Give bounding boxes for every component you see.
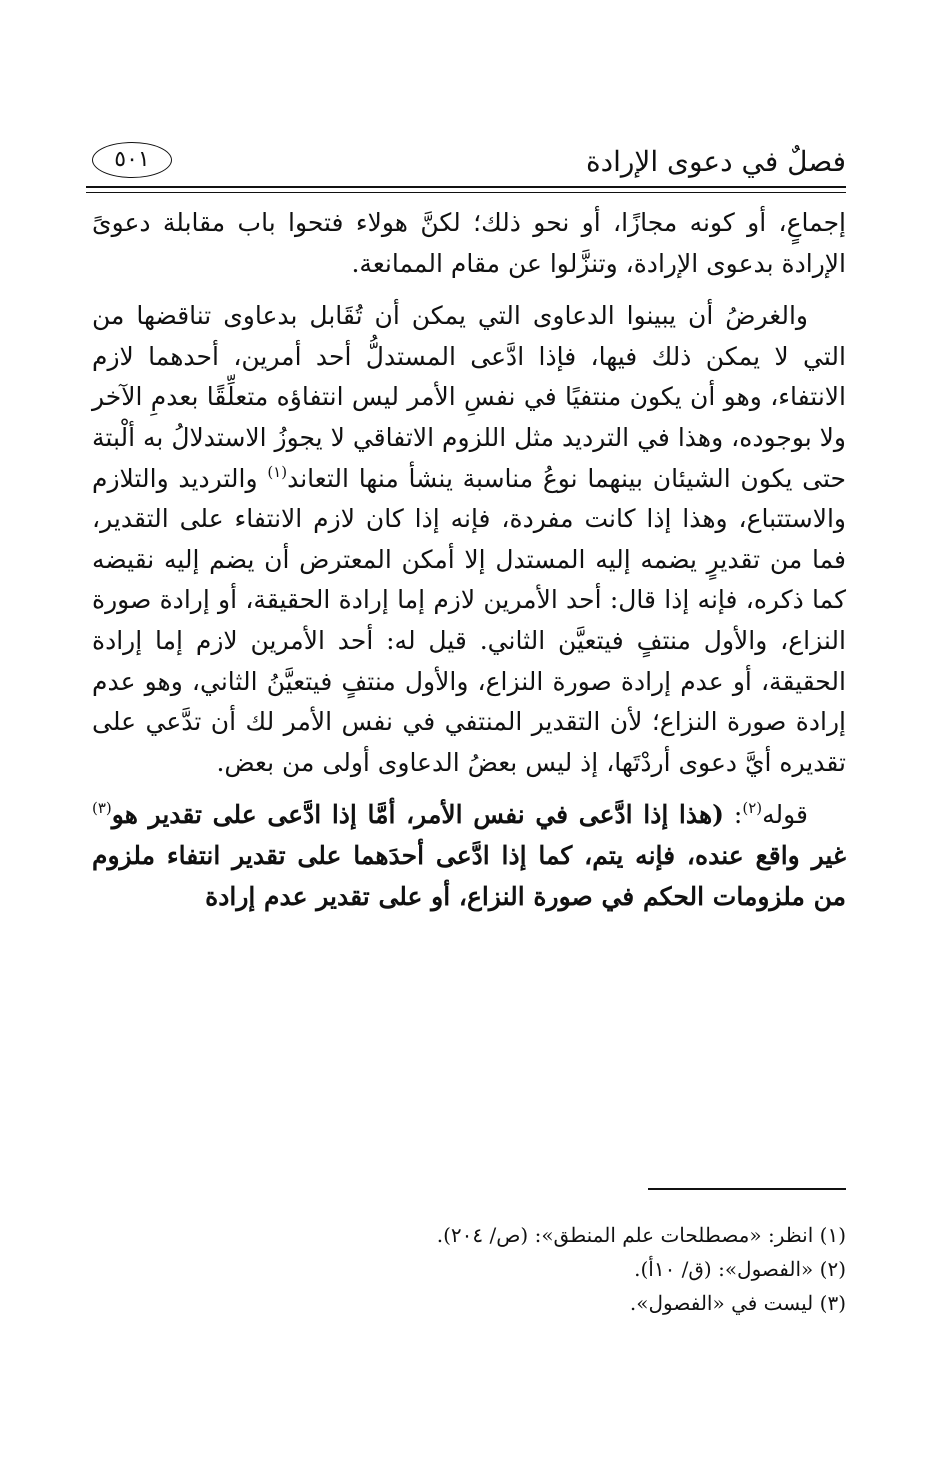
paragraph-3-colon: : xyxy=(724,800,743,830)
quoted-text-1: (هذا إذا ادَّعى في نفس الأمر، أمَّا إذا ادَّعى على تقدير هو xyxy=(111,800,724,830)
header-rule-thin xyxy=(86,192,846,193)
header-rule-thick xyxy=(86,186,846,188)
footnote-ref-2[interactable]: (٢) xyxy=(742,799,763,818)
paragraph-3-lead: قوله xyxy=(762,800,808,830)
paragraph-2-part-a: والغرضُ أن يبينوا الدعاوى التي يمكن أن تُقَابل بدعاوى تناقضها من التي لا يمكن ذلك فيها، فإذا ادَّعى المستدلُّ أحد أمرين، أحدهما لازم الانتفاء، وهو أن يكون منتفيًا في نفسِ الأمر ليس انتفاؤه متعلِّقًا بعدمِ الآخر ولا بوجوده، وهذا في الترديد مثل اللزوم الاتفاقي لا يجوزُ الاستدلالُ به ألْبتة حتى يكون الشيئان بينهما نوعُ مناسبة ينشأ منها التعاند xyxy=(92,301,846,493)
paragraph-3 xyxy=(92,795,846,917)
footnote-ref-1[interactable]: (١) xyxy=(267,462,288,481)
footnote-2: (٢) «الفصول»: (ق/ ١٠أ). xyxy=(634,1257,846,1281)
footnotes xyxy=(300,1218,846,1320)
quoted-text-2: غير واقع عنده، فإنه يتم، كما إذا ادَّعى أحدَهما على تقدير انتفاء ملزوم من ملزومات الحكم في صورة النزاع، أو على تقدير عدم إرادة xyxy=(92,840,846,911)
page-number-badge: ٥٠١ xyxy=(92,142,172,178)
running-title: فصلٌ في دعوى الإرادة xyxy=(585,145,846,178)
footnote-3: (٣) ليست في «الفصول». xyxy=(629,1291,846,1315)
paragraph-2-part-b: والترديد والتلازم والاستتباع، وهذا إذا كانت مفردة، فإنه إذا كان لازم الانتفاء على التقدير، فما من تقديرٍ يضمه إليه المستدل إلا أمكن المعترض أن يضم إليه نقيضه كما ذكره، فإنه إذا قال: أحد الأمرين لازم إما إرادة الحقيقة، أو إرادة صورة النزاع، والأول منتفٍ فيتعيَّن الثاني. قيل له: أحد الأمرين لازم إما إرادة الحقيقة، أو عدم إرادة صورة النزاع، والأول منتفٍ فيتعيَّنُ الثاني، وهو عدم إرادة صورة النزاع؛ لأن التقدير المنتفي في نفس الأمر لك أن تدَّعي على تقديره أيَّ دعوى أردْتَها، إذ ليس بعضُ الدعاوى أولى من بعض. xyxy=(92,463,846,777)
paragraph-1: إجماعٍ، أو كونه مجازًا، أو نحو ذلك؛ لكنَّ هولاء فتحوا باب مقابلة دعوىً الإرادة بدعوى الإرادة، وتنزَّلوا عن مقام الممانعة. xyxy=(92,208,846,278)
main-text xyxy=(92,203,846,917)
footnote-1: (١) انظر: «مصطلحات علم المنطق»: (ص/ ٢٠٤). xyxy=(436,1223,846,1247)
footnote-ref-3[interactable]: (٣) xyxy=(92,799,112,818)
paragraph-2 xyxy=(92,296,846,783)
footnote-separator xyxy=(648,1188,846,1190)
